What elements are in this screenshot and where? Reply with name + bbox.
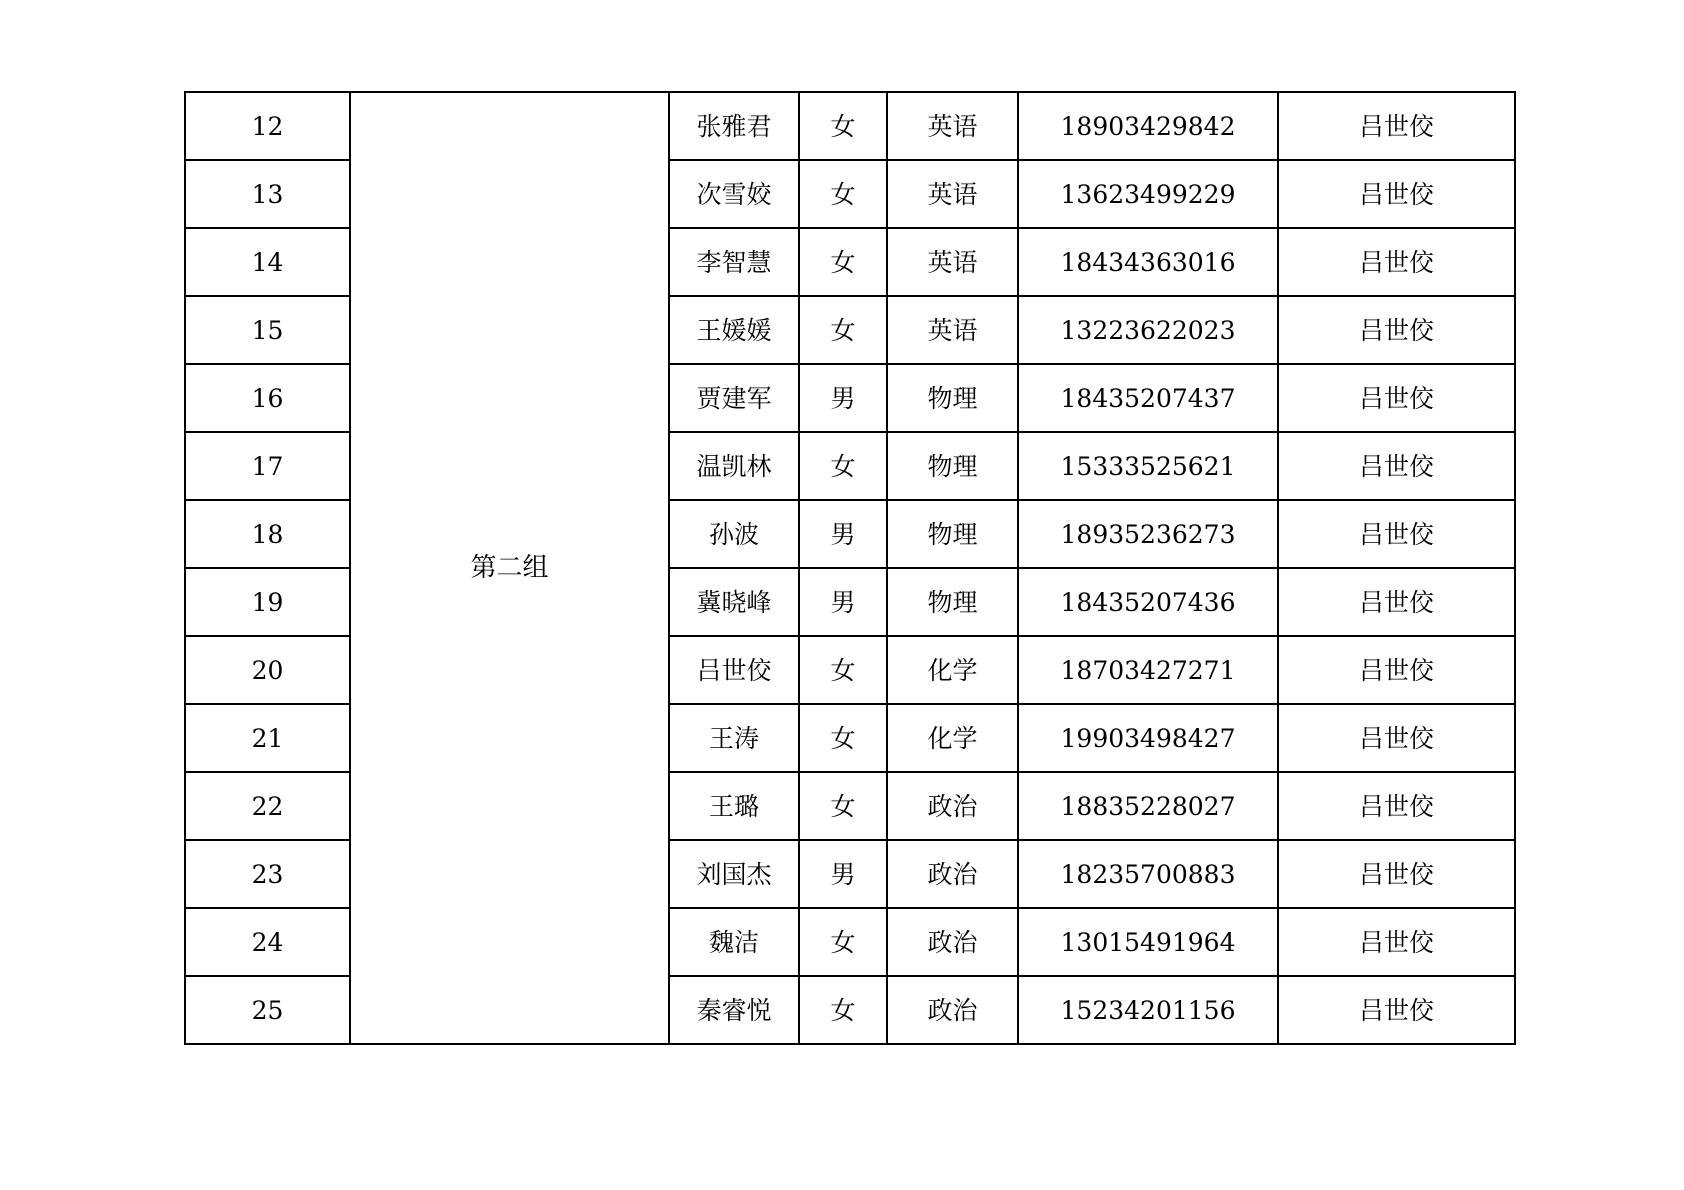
subject-cell: 政治 xyxy=(887,908,1018,976)
phone-cell: 18935236273 xyxy=(1018,500,1278,568)
phone-cell: 15234201156 xyxy=(1018,976,1278,1044)
gender-cell: 女 xyxy=(799,296,887,364)
leader-cell: 吕世佼 xyxy=(1278,160,1515,228)
name-cell: 魏洁 xyxy=(669,908,799,976)
gender-cell: 女 xyxy=(799,908,887,976)
leader-cell: 吕世佼 xyxy=(1278,432,1515,500)
phone-cell: 18235700883 xyxy=(1018,840,1278,908)
name-cell: 王媛媛 xyxy=(669,296,799,364)
row-number-cell: 25 xyxy=(185,976,350,1044)
subject-cell: 英语 xyxy=(887,160,1018,228)
leader-cell: 吕世佼 xyxy=(1278,568,1515,636)
name-cell: 张雅君 xyxy=(669,92,799,160)
name-cell: 刘国杰 xyxy=(669,840,799,908)
leader-cell: 吕世佼 xyxy=(1278,772,1515,840)
table-row xyxy=(185,92,1515,160)
subject-cell: 政治 xyxy=(887,772,1018,840)
leader-cell: 吕世佼 xyxy=(1278,296,1515,364)
row-number-cell: 13 xyxy=(185,160,350,228)
row-number-cell: 23 xyxy=(185,840,350,908)
subject-cell: 物理 xyxy=(887,568,1018,636)
row-number-cell: 24 xyxy=(185,908,350,976)
gender-cell: 男 xyxy=(799,364,887,432)
leader-cell: 吕世佼 xyxy=(1278,228,1515,296)
row-number-cell: 17 xyxy=(185,432,350,500)
phone-cell: 18435207437 xyxy=(1018,364,1278,432)
phone-cell: 13015491964 xyxy=(1018,908,1278,976)
subject-cell: 化学 xyxy=(887,636,1018,704)
gender-cell: 女 xyxy=(799,636,887,704)
phone-cell: 18903429842 xyxy=(1018,92,1278,160)
row-number-cell: 19 xyxy=(185,568,350,636)
row-number-cell: 21 xyxy=(185,704,350,772)
gender-cell: 女 xyxy=(799,160,887,228)
leader-cell: 吕世佼 xyxy=(1278,840,1515,908)
leader-cell: 吕世佼 xyxy=(1278,92,1515,160)
name-cell: 孙波 xyxy=(669,500,799,568)
phone-cell: 19903498427 xyxy=(1018,704,1278,772)
phone-cell: 15333525621 xyxy=(1018,432,1278,500)
gender-cell: 男 xyxy=(799,568,887,636)
name-cell: 贾建军 xyxy=(669,364,799,432)
phone-cell: 18435207436 xyxy=(1018,568,1278,636)
row-number-cell: 20 xyxy=(185,636,350,704)
gender-cell: 女 xyxy=(799,92,887,160)
subject-cell: 物理 xyxy=(887,432,1018,500)
gender-cell: 女 xyxy=(799,772,887,840)
subject-cell: 英语 xyxy=(887,92,1018,160)
name-cell: 李智慧 xyxy=(669,228,799,296)
subject-cell: 化学 xyxy=(887,704,1018,772)
phone-cell: 13623499229 xyxy=(1018,160,1278,228)
subject-cell: 物理 xyxy=(887,500,1018,568)
leader-cell: 吕世佼 xyxy=(1278,704,1515,772)
subject-cell: 英语 xyxy=(887,228,1018,296)
name-cell: 王涛 xyxy=(669,704,799,772)
subject-cell: 英语 xyxy=(887,296,1018,364)
leader-cell: 吕世佼 xyxy=(1278,976,1515,1044)
name-cell: 冀晓峰 xyxy=(669,568,799,636)
subject-cell: 物理 xyxy=(887,364,1018,432)
name-cell: 次雪姣 xyxy=(669,160,799,228)
gender-cell: 女 xyxy=(799,228,887,296)
row-number-cell: 14 xyxy=(185,228,350,296)
name-cell: 吕世佼 xyxy=(669,636,799,704)
name-cell: 温凯林 xyxy=(669,432,799,500)
phone-cell: 18835228027 xyxy=(1018,772,1278,840)
row-number-cell: 12 xyxy=(185,92,350,160)
gender-cell: 女 xyxy=(799,432,887,500)
name-cell: 秦睿悦 xyxy=(669,976,799,1044)
subject-cell: 政治 xyxy=(887,976,1018,1044)
leader-cell: 吕世佼 xyxy=(1278,636,1515,704)
row-number-cell: 18 xyxy=(185,500,350,568)
row-number-cell: 15 xyxy=(185,296,350,364)
member-table xyxy=(184,91,1516,1045)
leader-cell: 吕世佼 xyxy=(1278,364,1515,432)
phone-cell: 13223622023 xyxy=(1018,296,1278,364)
name-cell: 王璐 xyxy=(669,772,799,840)
group-cell: 第二组 xyxy=(350,92,669,1044)
leader-cell: 吕世佼 xyxy=(1278,908,1515,976)
phone-cell: 18434363016 xyxy=(1018,228,1278,296)
gender-cell: 女 xyxy=(799,704,887,772)
subject-cell: 政治 xyxy=(887,840,1018,908)
row-number-cell: 22 xyxy=(185,772,350,840)
row-number-cell: 16 xyxy=(185,364,350,432)
gender-cell: 女 xyxy=(799,976,887,1044)
table-body xyxy=(185,92,1515,1044)
gender-cell: 男 xyxy=(799,500,887,568)
phone-cell: 18703427271 xyxy=(1018,636,1278,704)
gender-cell: 男 xyxy=(799,840,887,908)
leader-cell: 吕世佼 xyxy=(1278,500,1515,568)
